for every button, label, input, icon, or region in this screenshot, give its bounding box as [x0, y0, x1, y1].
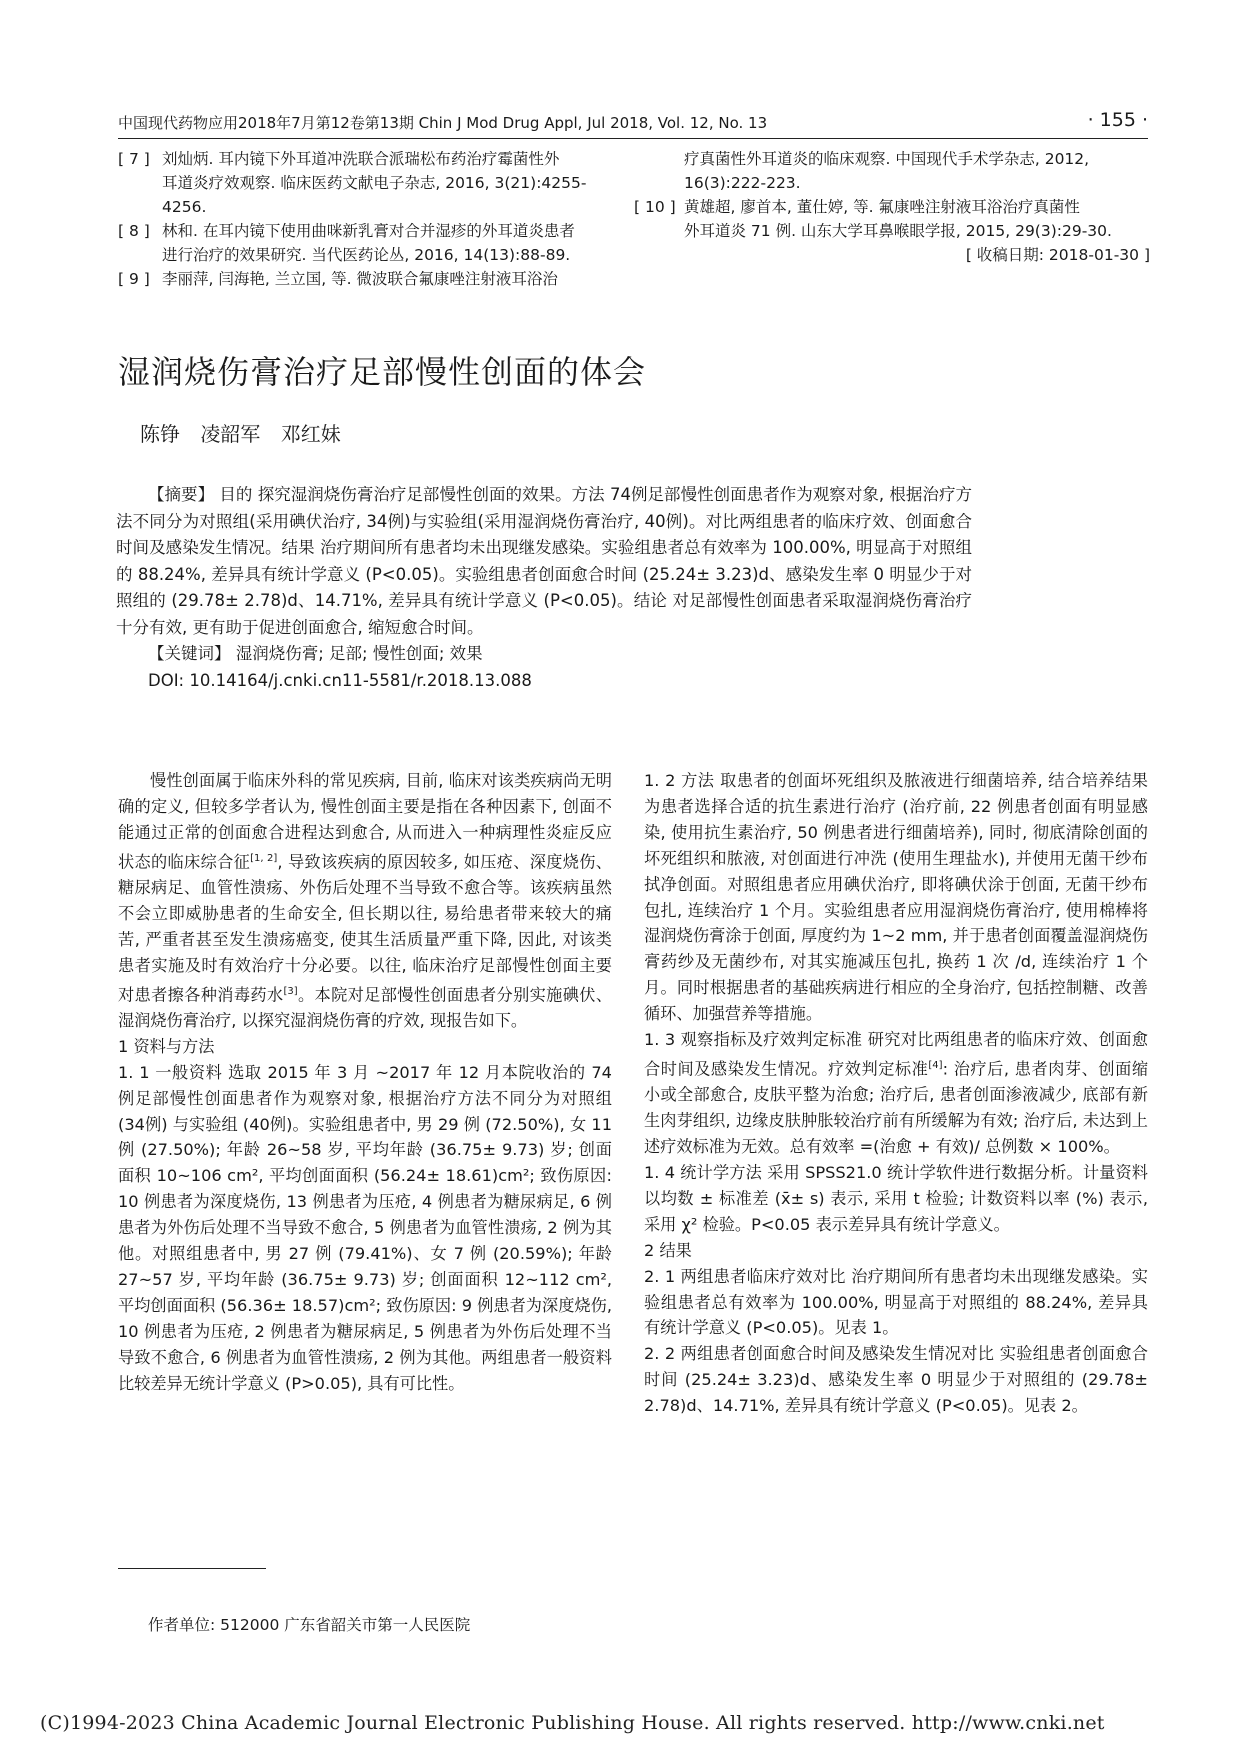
- reference-line: 耳道炎疗效观察. 临床医药文献电子杂志, 2016, 3(21):4255-: [162, 174, 587, 192]
- page-number: · 155 ·: [1087, 109, 1148, 131]
- abstract: [116, 482, 972, 694]
- references-left: [118, 147, 618, 291]
- doi: DOI: 10.14164/j.cnki.cn11-5581/r.2018.13.088: [148, 670, 532, 690]
- reference-number: [ 10 ]: [634, 198, 676, 216]
- footnote-rule: [118, 1568, 266, 1569]
- section-heading-2: 2 结果: [644, 1240, 692, 1260]
- received-date-text: [ 收稿日期: 2018-01-30 ]: [965, 246, 1150, 264]
- author-affiliation: 作者单位: 512000 广东省韶关市第一人民医院: [148, 1616, 471, 1634]
- citation: [3]: [283, 985, 298, 997]
- reference-line: 4256.: [162, 198, 207, 216]
- reference-line: 进行治疗的效果研究. 当代医药论丛, 2016, 14(13):88-89.: [162, 246, 571, 264]
- body-column-right: [644, 768, 1148, 1419]
- reference-8: [118, 219, 618, 267]
- results-healing-paragraph: 2. 2 两组患者创面愈合时间及感染发生情况对比 实验组患者创面愈合时间 (25.24± 3.23)d、感染发生率 0 明显少于对照组的 (29.78± 2.78)d、14.71%, 差异具有统计学意义 (P<0.05)。见表 2。: [644, 1344, 1148, 1416]
- references-right: [634, 147, 1150, 267]
- reference-10: [634, 195, 1150, 243]
- reference-number: [ 7 ]: [118, 150, 150, 168]
- methods-paragraph: 1. 2 方法 取患者的创面坏死组织及脓液进行细菌培养, 结合培养结果为患者选择合适的抗生素进行治疗 (治疗前, 22 例患者创面有明显感染, 使用抗生素治疗, 50 例患者进行细菌培养), 同时, 彻底清除创面的坏死组织和脓液, 对创面进行冲洗 (使用生理盐水), 并使用无菌干纱布拭净创面。对照组患者应用碘伏治疗, 即将碘伏涂于创面, 无菌干纱布包扎, 连续治疗 1 个月。实验组患者应用湿润烧伤膏治疗, 使用棉棒将湿润烧伤膏涂于创面, 厚度约为 1~2 mm, 并于患者创面覆盖湿润烧伤膏药纱及无菌纱布, 对其实施减压包扎, 换药 1 次 /d, 连续治疗 1 个月。同时根据患者的基础疾病进行相应的全身治疗, 包括控制糖、改善循环、加强营养等措施。: [644, 771, 1148, 1024]
- article-title: 湿润烧伤膏治疗足部慢性创面的体会: [118, 353, 647, 391]
- keywords: 【关键词】 湿润烧伤膏; 足部; 慢性创面; 效果: [148, 644, 483, 663]
- copyright-notice: (C)1994-2023 China Academic Journal Electronic Publishing House. All rights reserved. http://www.cnki.net: [40, 1712, 1105, 1734]
- reference-7: [118, 147, 618, 219]
- citation: [1, 2]: [250, 852, 278, 864]
- reference-line: 黄雄超, 廖首本, 董仕婷, 等. 氟康唑注射液耳浴治疗真菌性: [684, 198, 1080, 216]
- reference-line: 林和. 在耳内镜下使用曲咪新乳膏对合并湿疹的外耳道炎患者: [162, 222, 575, 240]
- section-heading-1: 1 资料与方法: [118, 1036, 215, 1056]
- article-authors: 陈铮 凌韶军 邓红妹: [140, 422, 341, 446]
- general-data-paragraph: 1. 1 一般资料 选取 2015 年 3 月 ~2017 年 12 月本院收治的 74 例足部慢性创面患者作为观察对象, 根据治疗方法不同分为对照组 (34例) 与实验组 (40例)。实验组患者中, 男 29 例 (72.50%), 女 11 例 (27.50%); 年龄 26~58 岁, 平均年龄 (36.75± 9.73) 岁; 创面面积 10~106 cm², 平均创面面积 (56.24± 18.61)cm²; 致伤原因: 10 例患者为深度烧伤, 13 例患者为压疮, 4 例患者为糖尿病足, 6 例患者为外伤后处理不当导致不愈合, 5 例患者为血管性溃疡, 2 例为其他。对照组患者中, 男 27 例 (79.41%)、女 7 例 (20.59%); 年龄 27~57 岁, 平均年龄 (36.75± 9.73) 岁; 创面面积 12~112 cm², 平均创面面积 (56.36± 18.57)cm²; 致伤原因: 9 例患者为深度烧伤, 10 例患者为压疮, 2 例患者为糖尿病足, 5 例患者为外伤后处理不当导致不愈合, 6 例患者为血管性溃疡, 2 例为其他。两组患者一般资料比较差异无统计学意义 (P>0.05), 具有可比性。: [118, 1062, 612, 1393]
- received-date: [640, 243, 1150, 267]
- abstract-text: 【摘要】 目的 探究湿润烧伤膏治疗足部慢性创面的效果。方法 74例足部慢性创面患者作为观察对象, 根据治疗方法不同分为对照组(采用碘伏治疗, 34例)与实验组(采用湿润烧伤膏治疗, 40例)。对比两组患者的临床疗效、创面愈合时间及感染发生情况。结果 治疗期间所有患者均未出现继发感染。实验组患者总有效率为 100.00%, 明显高于对照组的 88.24%, 差异具有统计学意义 (P<0.05)。实验组患者创面愈合时间 (25.24± 3.23)d、感染发生率 0 明显少于对照组的 (29.78± 2.78)d、14.71%, 差异具有统计学意义 (P<0.05)。结论 对足部慢性创面患者采取湿润烧伤膏治疗十分有效, 更有助于促进创面愈合, 缩短愈合时间。: [116, 485, 972, 637]
- reference-line: 刘灿炳. 耳内镜下外耳道冲洗联合派瑞松布药治疗霉菌性外: [162, 150, 560, 168]
- journal-citation: 中国现代药物应用2018年7月第12卷第13期 Chin J Mod Drug Appl, Jul 2018, Vol. 12, No. 13: [118, 114, 768, 132]
- statistics-paragraph: 1. 4 统计学方法 采用 SPSS21.0 统计学软件进行数据分析。计量资料以均数 ± 标准差 (x̄± s) 表示, 采用 t 检验; 计数资料以率 (%) 表示, 采用 χ² 检验。P<0.05 表示差异具有统计学意义。: [644, 1162, 1148, 1234]
- reference-line: 外耳道炎 71 例. 山东大学耳鼻喉眼学报, 2015, 29(3):29-30.: [684, 222, 1112, 240]
- body-column-left: [118, 768, 612, 1397]
- citation: [4]: [928, 1059, 943, 1071]
- reference-line: 疗真菌性外耳道炎的临床观察. 中国现代手术学杂志, 2012,: [684, 150, 1090, 168]
- reference-9-cont: [640, 147, 1150, 195]
- intro-paragraph: 慢性创面属于临床外科的常见疾病, 目前, 临床对该类疾病尚无明确的定义, 但较多学者认为, 慢性创面主要是指在各种因素下, 创面不能通过正常的创面愈合进程达到愈合, 从而进入一种病理性炎症反应状态的临床综合征[1, 2], 导致该疾病的原因较多, 如压疮、深度烧伤、糖尿病足、血管性溃疡、外伤后处理不当导致不愈合等。该疾病虽然不会立即威胁患者的生命安全, 但长期以往, 易给患者带来较大的痛苦, 严重者甚至发生溃疡癌变, 使其生活质量严重下降, 因此, 对该类患者实施及时有效治疗十分必要。以往, 临床治疗足部慢性创面主要对患者擦各种消毒药水[3]。本院对足部慢性创面患者分别实施碘伏、湿润烧伤膏治疗, 以探究湿润烧伤膏的疗效, 现报告如下。: [118, 771, 613, 1030]
- criteria-paragraph: 1. 3 观察指标及疗效判定标准 研究对比两组患者的临床疗效、创面愈合时间及感染发生情况。疗效判定标准[4]: 治疗后, 患者肉芽、创面缩小或全部愈合, 皮肤平整为治愈; 治疗后, 患者创面渗液减少, 底部有新生肉芽组织, 边缘皮肤肿胀较治疗前有所缓解为有效; 治疗后, 未达到上述疗效标准为无效。总有效率 =(治愈 + 有效)/ 总例数 × 100%。: [644, 1030, 1149, 1157]
- header-rule: [118, 138, 1148, 139]
- reference-9: [118, 267, 618, 291]
- reference-line: 李丽萍, 闫海艳, 兰立国, 等. 微波联合氟康唑注射液耳浴治: [162, 270, 558, 288]
- reference-number: [ 8 ]: [118, 222, 150, 240]
- reference-number: [ 9 ]: [118, 270, 150, 288]
- reference-line: 16(3):222-223.: [684, 174, 801, 192]
- results-efficacy-paragraph: 2. 1 两组患者临床疗效对比 治疗期间所有患者均未出现继发感染。实验组患者总有效率为 100.00%, 明显高于对照组的 88.24%, 差异具有统计学意义 (P<0.05)。见表 1。: [644, 1266, 1148, 1338]
